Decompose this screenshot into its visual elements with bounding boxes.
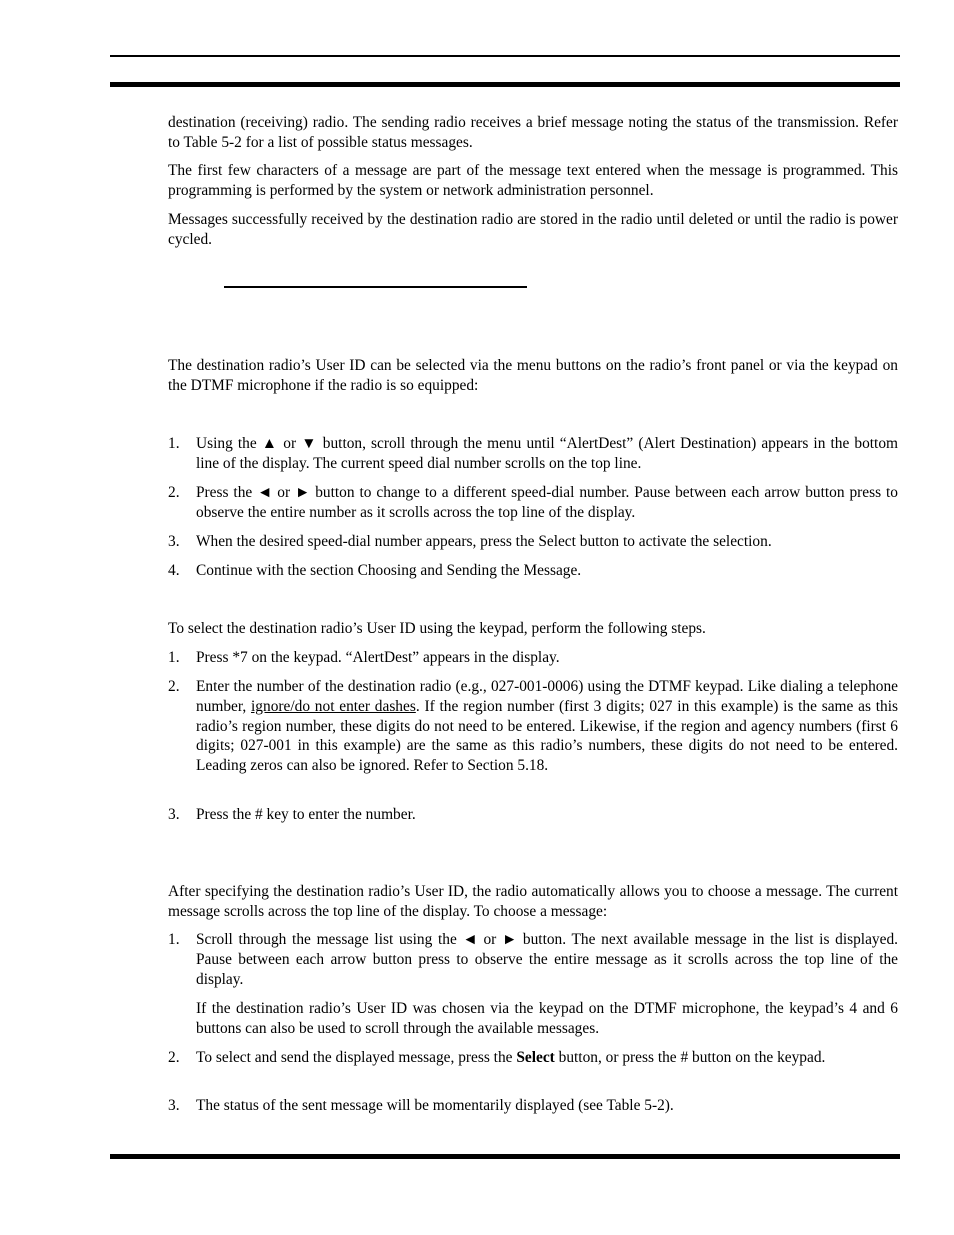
message-step-2 bbox=[168, 1048, 898, 1068]
step-text: Using the ▲ or ▼ button, scroll through the menu until “AlertDest” (Alert Destination) appears in the bottom line of the display. The current speed dial number scrolls on the top line. bbox=[196, 435, 898, 472]
section-heading-underline bbox=[224, 286, 527, 288]
step-text: Press *7 on the keypad. “AlertDest” appears in the display. bbox=[196, 649, 560, 666]
menu-step-4 bbox=[168, 561, 898, 581]
intro-paragraph-1: destination (receiving) radio. The sending radio receives a brief message noting the status of the transmission. Refer to Table 5-2 for a list of possible status messages. bbox=[168, 114, 898, 151]
step-text: Press the ◄ or ► button to change to a different speed-dial number. Pause between each arrow button press to observe the entire number as it scrolls across the top line of the display. bbox=[196, 484, 898, 521]
message-step-1-note: If the destination radio’s User ID was chosen via the keypad on the DTMF microphone, the keypad’s 4 and 6 buttons can also be used to scroll through the available messages. bbox=[196, 1000, 898, 1037]
step-number: 4. bbox=[168, 562, 180, 579]
select-destination-intro: The destination radio’s User ID can be selected via the menu buttons on the radio’s front panel or via the keypad on the DTMF microphone if the radio is so equipped: bbox=[168, 357, 898, 394]
step-text-part-a: Enter the number of the destination radio (e.g., 027-001-0006) using the DTMF keypad. Like dialing a telephone number, bbox=[196, 678, 898, 715]
header-thin-rule bbox=[110, 55, 900, 57]
keypad-step-1 bbox=[168, 648, 898, 668]
menu-step-3 bbox=[168, 532, 898, 552]
keypad-step-3 bbox=[168, 805, 898, 825]
choose-message-intro: After specifying the destination radio’s User ID, the radio automatically allows you to choose a message. The current message scrolls across the top line of the display. To choose a message: bbox=[168, 883, 898, 920]
step-number: 2. bbox=[168, 678, 180, 695]
message-step-1 bbox=[168, 930, 898, 989]
step-number: 1. bbox=[168, 649, 180, 666]
step-text-part-a: To select and send the displayed message, press the bbox=[196, 1049, 517, 1066]
header-thick-rule bbox=[110, 82, 900, 87]
step-text bbox=[196, 677, 898, 776]
step-number: 2. bbox=[168, 484, 180, 501]
footer-thick-rule bbox=[110, 1154, 900, 1159]
keypad-intro: To select the destination radio’s User ID using the keypad, perform the following steps. bbox=[168, 620, 706, 637]
step-text: When the desired speed-dial number appears, press the Select button to activate the selection. bbox=[196, 533, 772, 550]
menu-step-2 bbox=[168, 483, 898, 523]
step-number: 3. bbox=[168, 1097, 180, 1114]
keypad-step-2 bbox=[168, 677, 898, 776]
step-number: 2. bbox=[168, 1049, 180, 1066]
underlined-instruction: ignore/do not enter dashes bbox=[251, 697, 416, 715]
step-text bbox=[196, 1048, 898, 1068]
step-text-part-b: button, or press the # button on the keypad. bbox=[554, 1049, 826, 1066]
intro-paragraph-2: The first few characters of a message are part of the message text entered when the message is programmed. This programming is performed by the system or network administration personnel. bbox=[168, 162, 898, 199]
step-number: 1. bbox=[168, 931, 180, 948]
message-step-3 bbox=[168, 1096, 898, 1116]
step-number: 1. bbox=[168, 435, 180, 452]
intro-paragraph-3: Messages successfully received by the destination radio are stored in the radio until deleted or until the radio is power cycled. bbox=[168, 211, 898, 248]
step-text: The status of the sent message will be momentarily displayed (see Table 5-2). bbox=[196, 1097, 674, 1114]
step-text: Continue with the section Choosing and Sending the Message. bbox=[196, 562, 582, 579]
step-text: Press the # key to enter the number. bbox=[196, 806, 416, 823]
menu-step-1 bbox=[168, 434, 898, 474]
step-number: 3. bbox=[168, 533, 180, 550]
select-button-label: Select bbox=[516, 1049, 555, 1066]
step-text-part-b: . If the region number (first 3 digits; 027 in this example) is the same as this radio’s region number, these digits do not need to be entered. Likewise, if the region and agency numbers (first 6 digits; 027-001 in this example) are the same as this radio’s numbers, these digits do not need to be entered. Leading zeros can also be ignored. Refer to Section 5.18. bbox=[196, 697, 898, 775]
step-number: 3. bbox=[168, 806, 180, 823]
step-text: Scroll through the message list using the ◄ or ► button. The next available message in the list is displayed. Pause between each arrow button press to observe the entire message as it scrolls across the top line of the display. bbox=[196, 931, 898, 988]
